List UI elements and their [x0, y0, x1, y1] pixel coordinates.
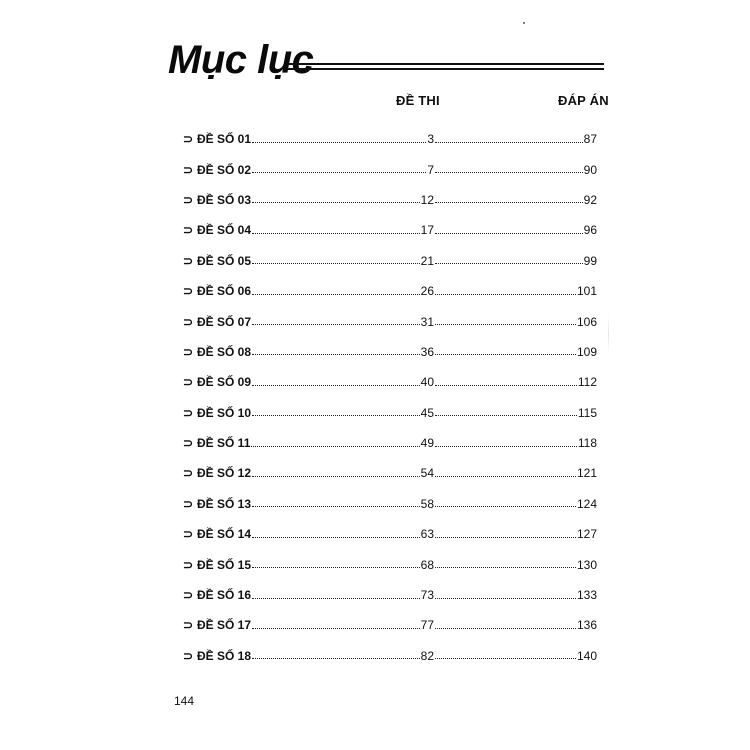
exam-page-number: 68 [420, 557, 434, 572]
toc-entry[interactable] [183, 610, 597, 640]
answer-page-number: 92 [583, 192, 597, 207]
exam-page-number: 31 [420, 314, 434, 329]
column-header-exam: ĐỀ THI [396, 93, 440, 108]
hook-arrow-icon: ⊃ [183, 496, 194, 511]
toc-entry[interactable] [183, 549, 597, 579]
exam-page-number: 82 [420, 648, 434, 663]
answer-page-number: 121 [576, 466, 597, 481]
toc-entry-label: ĐỀ SỐ 10 [197, 405, 252, 420]
toc-entry-label: ĐỀ SỐ 02 [197, 162, 252, 177]
exam-page-number: 58 [420, 496, 434, 511]
dot-leader [435, 233, 583, 234]
toc-entry[interactable] [183, 276, 597, 306]
dot-leader [251, 446, 419, 447]
dot-leader [252, 476, 420, 477]
hook-arrow-icon: ⊃ [183, 588, 194, 603]
toc-entry-label: ĐỀ SỐ 15 [197, 557, 252, 572]
exam-page-number: 3 [427, 132, 434, 147]
dot-leader [252, 567, 420, 568]
dot-leader [252, 294, 420, 295]
dot-leader [435, 446, 577, 447]
exam-page-number: 40 [420, 375, 434, 390]
hook-arrow-icon: ⊃ [183, 527, 194, 542]
answer-page-number: 87 [583, 132, 597, 147]
dot-leader [435, 537, 576, 538]
toc-entry-label: ĐỀ SỐ 13 [197, 496, 252, 511]
toc-entry-label: ĐỀ SỐ 11 [197, 436, 251, 451]
dot-leader [435, 567, 576, 568]
hook-arrow-icon: ⊃ [183, 466, 194, 481]
exam-page-number: 36 [420, 344, 434, 359]
toc-entry-label: ĐỀ SỐ 16 [197, 588, 252, 603]
answer-page-number: 115 [577, 405, 597, 420]
toc-entry-label: ĐỀ SỐ 18 [197, 648, 252, 663]
toc-entry-label: ĐỀ SỐ 06 [197, 284, 252, 299]
dot-leader [435, 658, 576, 659]
hook-arrow-icon: ⊃ [183, 223, 194, 238]
dot-leader [435, 263, 583, 264]
answer-page-number: 140 [576, 648, 597, 663]
hook-arrow-icon: ⊃ [183, 375, 194, 390]
dot-leader [252, 172, 426, 173]
toc-entry[interactable] [183, 246, 597, 276]
exam-page-number: 49 [420, 436, 434, 451]
toc-entry[interactable] [183, 154, 597, 184]
dot-leader [435, 476, 576, 477]
dot-leader [252, 628, 420, 629]
exam-page-number: 7 [427, 162, 434, 177]
toc-entry[interactable] [183, 519, 597, 549]
dot-leader [252, 385, 420, 386]
dot-leader [252, 354, 420, 355]
dot-leader [252, 324, 420, 325]
answer-page-number: 96 [583, 223, 597, 238]
column-header-answer: ĐÁP ÁN [558, 93, 609, 108]
exam-page-number: 12 [420, 192, 434, 207]
dot-leader [435, 324, 576, 325]
toc-entry[interactable] [183, 580, 597, 610]
dot-leader [435, 598, 576, 599]
dot-leader [252, 142, 426, 143]
answer-page-number: 136 [576, 618, 597, 633]
toc-entry[interactable] [183, 458, 597, 488]
answer-page-number: 124 [576, 496, 597, 511]
answer-page-number: 112 [577, 375, 597, 390]
dot-leader [435, 142, 583, 143]
toc-entry[interactable] [183, 398, 597, 428]
toc-entry[interactable] [183, 306, 597, 336]
hook-arrow-icon: ⊃ [183, 405, 194, 420]
page-title: Mục lục [168, 38, 314, 82]
title-block [168, 36, 604, 84]
answer-page-number: 118 [577, 436, 597, 451]
hook-arrow-icon: ⊃ [183, 618, 194, 633]
toc-entry[interactable] [183, 337, 597, 367]
toc-entry-label: ĐỀ SỐ 01 [197, 132, 252, 147]
title-double-rule [288, 63, 604, 70]
answer-page-number: 106 [576, 314, 597, 329]
exam-page-number: 17 [420, 223, 434, 238]
hook-arrow-icon: ⊃ [183, 344, 194, 359]
dot-leader [435, 628, 576, 629]
answer-page-number: 90 [583, 162, 597, 177]
answer-page-number: 101 [576, 284, 597, 299]
dot-leader [252, 506, 420, 507]
hook-arrow-icon: ⊃ [183, 314, 194, 329]
dot-leader [252, 658, 420, 659]
answer-page-number: 130 [576, 557, 597, 572]
exam-page-number: 73 [420, 588, 434, 603]
dot-leader [252, 415, 420, 416]
toc-entry-label: ĐỀ SỐ 08 [197, 344, 252, 359]
toc-entry-label: ĐỀ SỐ 05 [197, 253, 252, 268]
answer-page-number: 133 [576, 588, 597, 603]
dot-leader [435, 385, 577, 386]
exam-page-number: 54 [420, 466, 434, 481]
answer-page-number: 99 [583, 253, 597, 268]
page-number: 144 [174, 694, 195, 708]
dot-leader [252, 598, 420, 599]
toc-entry[interactable] [183, 124, 597, 154]
table-of-contents [183, 124, 597, 671]
toc-entry-label: ĐỀ SỐ 14 [197, 527, 252, 542]
hook-arrow-icon: ⊃ [183, 253, 194, 268]
answer-page-number: 127 [576, 527, 597, 542]
toc-entry[interactable] [183, 185, 597, 215]
dot-leader [252, 263, 420, 264]
dot-leader [435, 506, 576, 507]
toc-entry-label: ĐỀ SỐ 03 [197, 192, 252, 207]
toc-entry[interactable] [183, 641, 597, 671]
toc-entry-label: ĐỀ SỐ 12 [197, 466, 252, 481]
toc-entry-label: ĐỀ SỐ 17 [197, 618, 252, 633]
dot-leader [435, 202, 583, 203]
hook-arrow-icon: ⊃ [183, 648, 194, 663]
exam-page-number: 26 [420, 284, 434, 299]
toc-entry[interactable] [183, 428, 597, 458]
dot-leader [252, 537, 420, 538]
hook-arrow-icon: ⊃ [183, 284, 194, 299]
toc-entry[interactable] [183, 215, 597, 245]
toc-entry[interactable] [183, 367, 597, 397]
hook-arrow-icon: ⊃ [183, 192, 194, 207]
hook-arrow-icon: ⊃ [183, 557, 194, 572]
answer-page-number: 109 [576, 344, 597, 359]
dot-leader [435, 172, 583, 173]
toc-entry-label: ĐỀ SỐ 07 [197, 314, 252, 329]
toc-entry-label: ĐỀ SỐ 04 [197, 223, 252, 238]
dot-leader [252, 233, 420, 234]
scan-mark [608, 315, 609, 355]
hook-arrow-icon: ⊃ [183, 132, 194, 147]
toc-entry-label: ĐỀ SỐ 09 [197, 375, 252, 390]
toc-entry[interactable] [183, 489, 597, 519]
exam-page-number: 77 [420, 618, 434, 633]
dot-leader [435, 294, 576, 295]
hook-arrow-icon: ⊃ [183, 436, 194, 451]
scan-speck [523, 22, 525, 24]
exam-page-number: 63 [420, 527, 434, 542]
dot-leader [435, 415, 577, 416]
dot-leader [435, 354, 576, 355]
exam-page-number: 21 [420, 253, 434, 268]
dot-leader [252, 202, 420, 203]
exam-page-number: 45 [420, 405, 434, 420]
hook-arrow-icon: ⊃ [183, 162, 194, 177]
